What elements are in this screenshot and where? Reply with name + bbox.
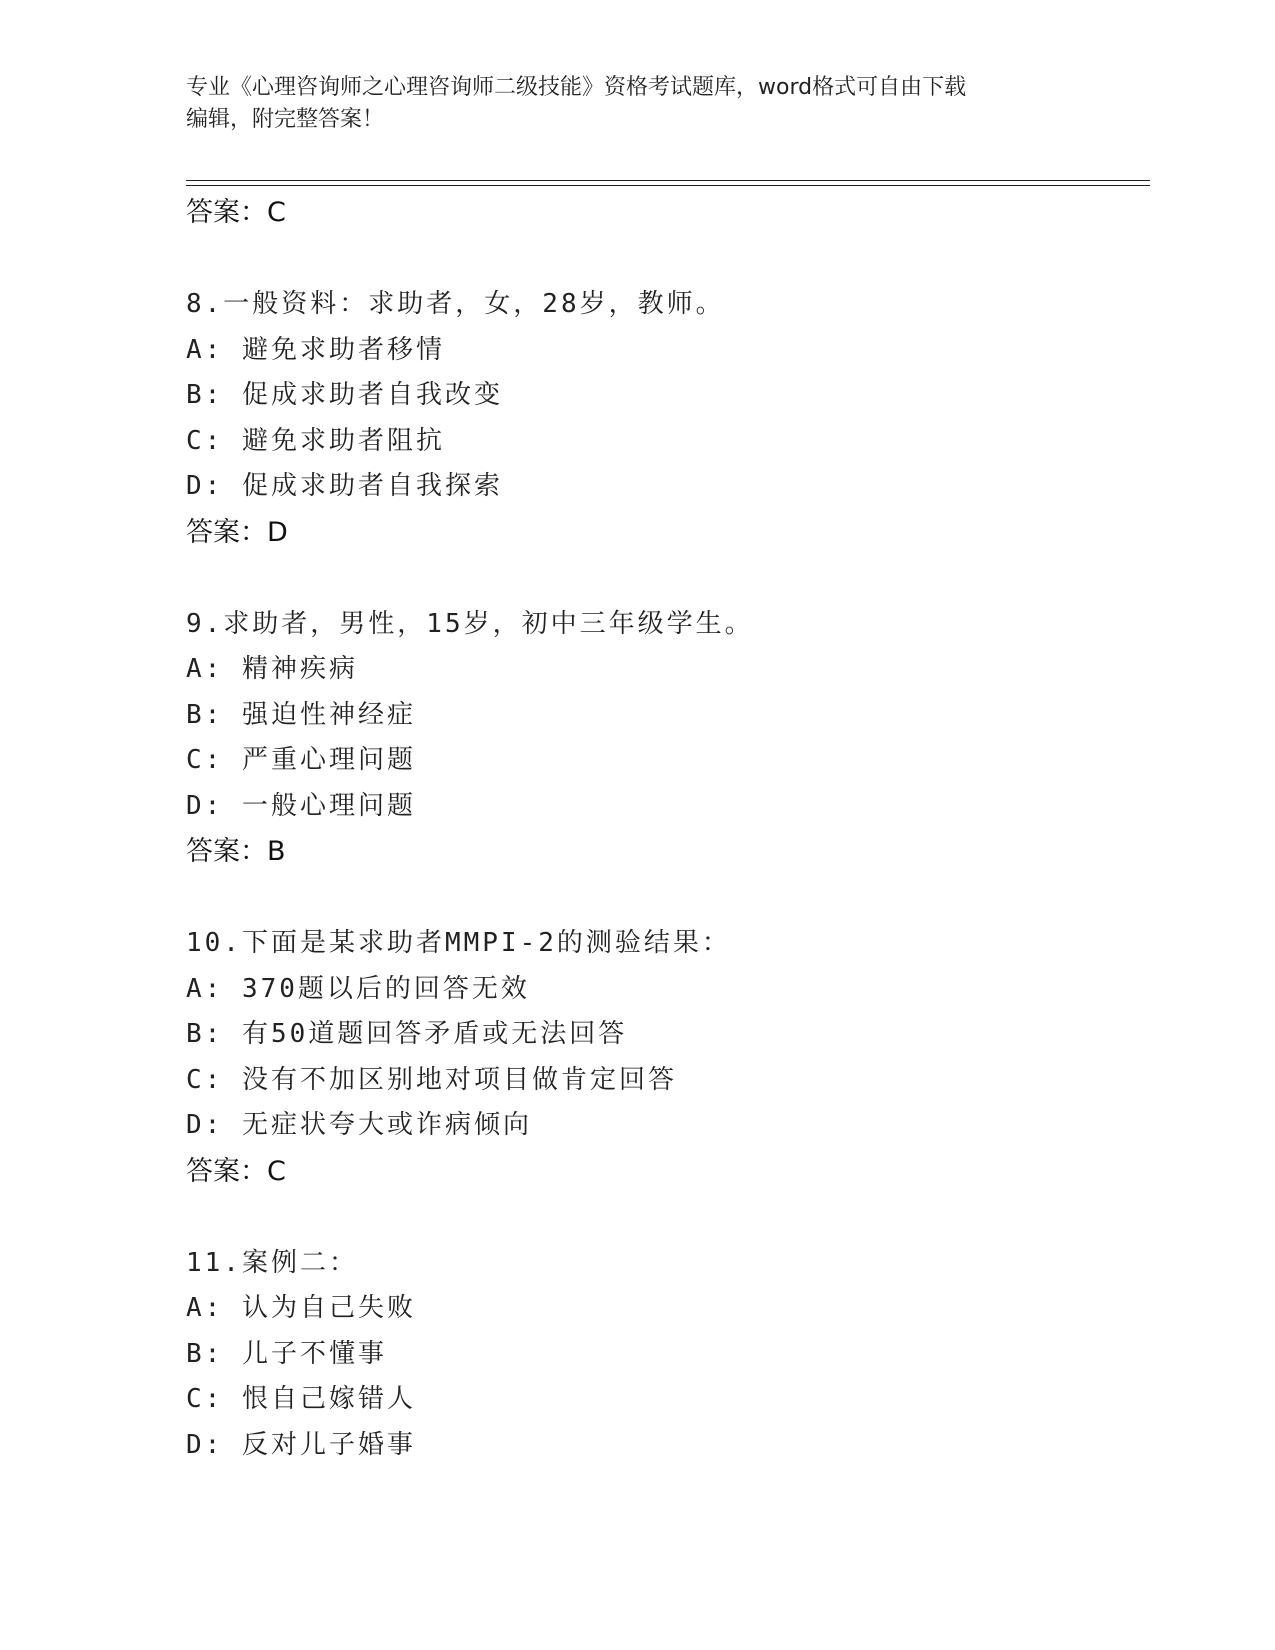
header-divider-bottom	[186, 185, 1150, 186]
option-c: C: 严重心理问题	[186, 745, 416, 775]
option-b: B: 促成求助者自我改变	[186, 380, 503, 410]
answer: 答案：C	[186, 1155, 286, 1187]
question-11	[186, 1241, 1146, 1469]
header-line-2: 编辑，附完整答案！	[186, 107, 385, 132]
question-10	[186, 921, 1146, 1194]
header-divider-top	[186, 180, 1150, 181]
question-stem: 10.下面是某求助者MMPI-2的测验结果：	[186, 928, 731, 958]
question-stem: 9.求助者，男性，15岁，初中三年级学生。	[186, 608, 754, 639]
question-8	[186, 282, 1146, 555]
document-header	[186, 72, 1066, 136]
header-line-1: 专业《心理咨询师之心理咨询师二级技能》资格考试题库，word格式可自由下载	[186, 75, 967, 100]
option-c: C: 没有不加区别地对项目做肯定回答	[186, 1064, 677, 1095]
option-a: A: 认为自己失败	[186, 1293, 416, 1323]
answer: 答案：B	[186, 836, 286, 867]
option-d: D: 反对儿子婚事	[186, 1429, 416, 1460]
option-d: D: 促成求助者自我探索	[186, 471, 503, 501]
option-c: C: 避免求助者阻抗	[186, 425, 445, 456]
option-b: B: 有50道题回答矛盾或无法回答	[186, 1019, 628, 1049]
option-d: D: 无症状夸大或诈病倾向	[186, 1110, 532, 1140]
option-c: C: 恨自己嫁错人	[186, 1384, 416, 1414]
question-9	[186, 602, 1146, 875]
option-b: B: 儿子不懂事	[186, 1338, 387, 1369]
option-a: A: 精神疾病	[186, 654, 358, 684]
question-stem: 11.案例二：	[186, 1247, 358, 1278]
question-list	[186, 190, 1146, 1515]
option-a: A: 370题以后的回答无效	[186, 973, 530, 1004]
option-b: B: 强迫性神经症	[186, 699, 416, 730]
question-stem: 8.一般资料：求助者，女，28岁，教师。	[186, 289, 725, 319]
option-d: D: 一般心理问题	[186, 790, 416, 821]
answer: 答案：D	[186, 516, 288, 548]
option-a: A: 避免求助者移情	[186, 334, 445, 365]
previous-answer: 答案：C	[186, 197, 286, 228]
